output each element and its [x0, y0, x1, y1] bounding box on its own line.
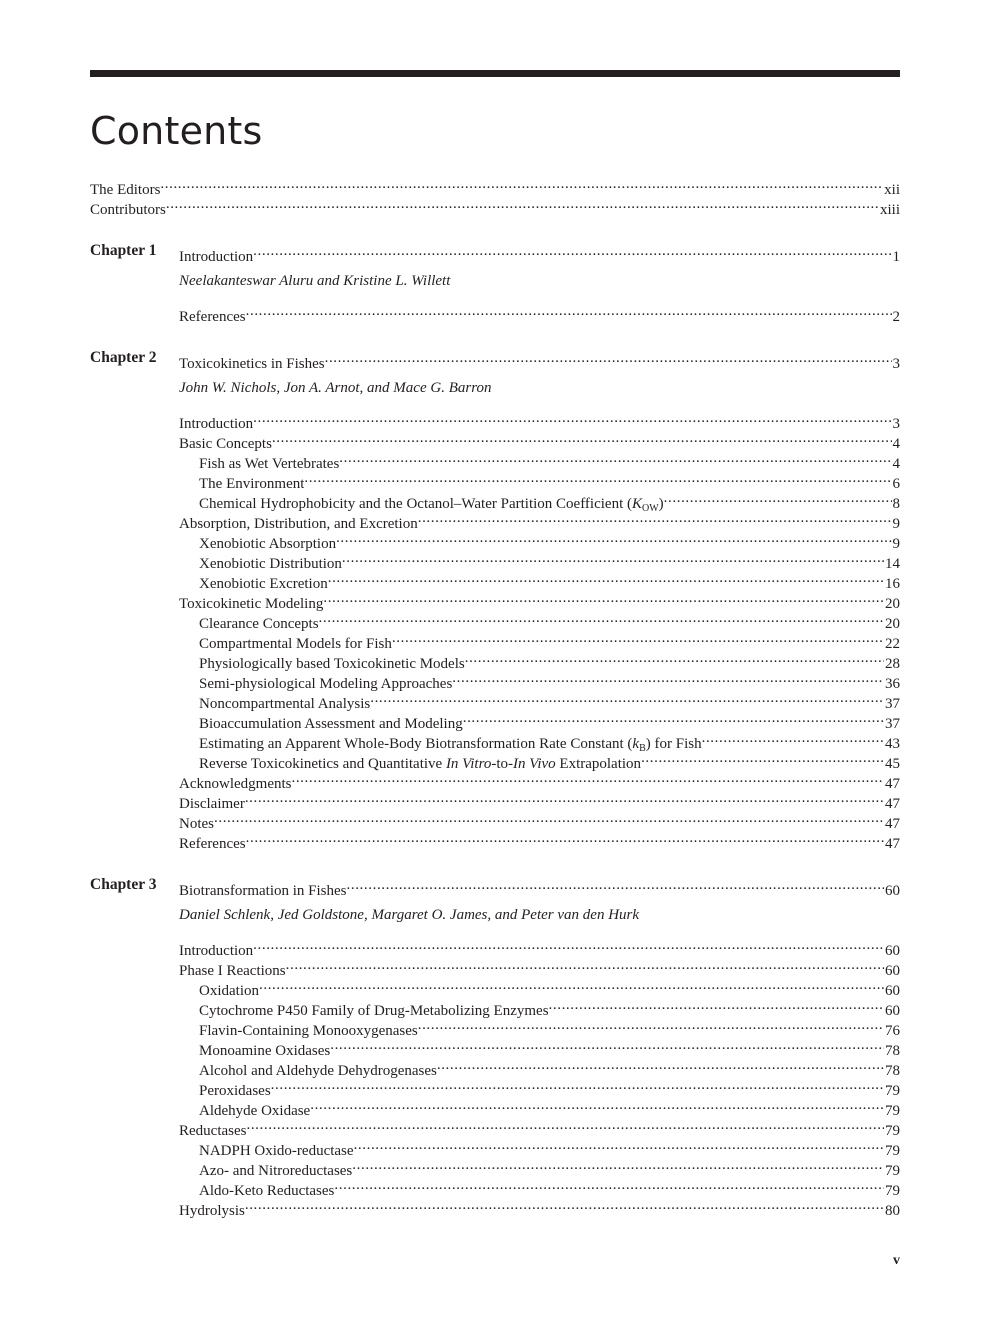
- page-number: 2: [892, 309, 900, 325]
- dot-leader: [259, 975, 884, 995]
- entry-label: Aldehyde Oxidase: [199, 1103, 311, 1119]
- entry-label: Semi-physiological Modeling Approaches: [199, 676, 453, 692]
- chapter-heading-row: [90, 875, 900, 899]
- toc-row: [90, 1015, 900, 1039]
- front-matter-entry[interactable]: [90, 174, 900, 198]
- page-number: 4: [892, 456, 900, 472]
- toc-subsection-entry[interactable]: [199, 1175, 900, 1199]
- dot-leader: [323, 588, 884, 608]
- toc-subsection-entry[interactable]: [199, 568, 900, 592]
- entry-label: Reverse Toxicokinetics and Quantitative In Vitro-to-In Vivo Extrapolation: [199, 756, 642, 772]
- top-rule: [90, 70, 900, 77]
- toc-subsection-entry[interactable]: [199, 1055, 900, 1079]
- entry-label: Clearance Concepts: [199, 616, 319, 632]
- page-number: 60: [885, 963, 900, 979]
- dot-leader: [253, 935, 884, 955]
- entry-label: Chemical Hydrophobicity and the Octanol–Water Partition Coefficient $(K_{OW})$: [199, 496, 664, 514]
- toc-section-entry[interactable]: [179, 1115, 900, 1139]
- toc-subsection-entry[interactable]: [199, 748, 900, 772]
- dot-leader: [271, 1075, 884, 1095]
- page-number: 6: [892, 476, 900, 492]
- entry-label: Toxicokinetics in Fishes: [179, 356, 325, 372]
- toc-row: [90, 1155, 900, 1179]
- dot-leader: [310, 1095, 884, 1115]
- page-number: 80: [885, 1203, 900, 1219]
- page-number: 47: [885, 836, 900, 852]
- dot-leader: [253, 241, 891, 261]
- entry-label: The Editors: [90, 182, 161, 198]
- entry-label: Introduction: [179, 249, 254, 265]
- toc-row: [90, 935, 900, 959]
- toc-row: [90, 1135, 900, 1159]
- entry-label: Azo- and Nitroreductases: [199, 1163, 353, 1179]
- page-number: 60: [885, 1003, 900, 1019]
- page-number: 1: [892, 249, 900, 265]
- dot-leader: [291, 768, 884, 788]
- page-number: xiii: [879, 202, 900, 218]
- toc-subsection-entry[interactable]: [199, 608, 900, 632]
- toc-section-entry[interactable]: [179, 935, 900, 959]
- toc-subsection-entry[interactable]: [199, 728, 900, 754]
- toc-row: [90, 428, 900, 452]
- entry-label: Basic Concepts: [179, 436, 272, 452]
- page-folio: v: [893, 1253, 900, 1268]
- page-number: 37: [885, 696, 900, 712]
- toc-row: [90, 528, 900, 552]
- chapter-authors: Neelakanteswar Aluru and Kristine L. Willett: [179, 273, 451, 289]
- page-number: 3: [892, 416, 900, 432]
- toc-section-entry[interactable]: [179, 428, 900, 452]
- dot-leader: [328, 568, 884, 588]
- page-number: 60: [885, 883, 900, 899]
- page-number: 47: [885, 816, 900, 832]
- entry-label: Introduction: [179, 416, 254, 432]
- toc-row: [90, 768, 900, 792]
- entry-label: Peroxidases: [199, 1083, 271, 1099]
- dot-leader: [347, 875, 885, 895]
- toc-subsection-entry[interactable]: [199, 468, 900, 492]
- toc-subsection-entry[interactable]: [199, 1035, 900, 1059]
- dot-leader: [342, 548, 884, 568]
- toc-section-entry[interactable]: [179, 955, 900, 979]
- toc-subsection-entry[interactable]: [199, 668, 900, 692]
- page-number: 43: [885, 736, 900, 752]
- toc-row: [90, 468, 900, 492]
- toc-subsection-entry[interactable]: [199, 995, 900, 1019]
- entry-label: Xenobiotic Distribution: [199, 556, 342, 572]
- dot-leader: [246, 828, 884, 848]
- toc-section-entry[interactable]: [179, 808, 900, 832]
- page-number: 14: [885, 556, 900, 572]
- dot-leader: [354, 1135, 884, 1155]
- dot-leader: [166, 194, 879, 214]
- toc-section-entry[interactable]: [179, 588, 900, 612]
- toc-row: [90, 1115, 900, 1139]
- dot-leader: [465, 648, 884, 668]
- entry-label: The Environment: [199, 476, 305, 492]
- toc-section-entry[interactable]: [179, 508, 900, 532]
- dot-leader: [304, 468, 891, 488]
- toc-row: [90, 955, 900, 979]
- entry-label: Cytochrome P450 Family of Drug-Metabolizing Enzymes: [199, 1003, 549, 1019]
- chapter-heading-row: [90, 241, 900, 265]
- dot-leader: [245, 788, 884, 808]
- dot-leader: [418, 508, 892, 528]
- entry-label: Phase I Reactions: [179, 963, 286, 979]
- entry-label: Estimating an Apparent Whole-Body Biotransformation Rate Constant $(k_B)$ for Fish: [199, 736, 702, 754]
- dot-leader: [437, 1055, 884, 1075]
- page-number: 79: [885, 1143, 900, 1159]
- toc-section-entry[interactable]: [179, 408, 900, 432]
- entry-label: Absorption, Distribution, and Excretion: [179, 516, 418, 532]
- toc-row: [90, 588, 900, 612]
- page-number: 16: [885, 576, 900, 592]
- toc-row: [90, 788, 900, 812]
- toc-subsection-entry[interactable]: [199, 628, 900, 652]
- page-number: 79: [885, 1183, 900, 1199]
- page-number: 79: [885, 1123, 900, 1139]
- toc-row: [90, 728, 900, 754]
- page-number: 9: [892, 516, 900, 532]
- toc-subsection-entry[interactable]: [199, 708, 900, 732]
- dot-leader: [253, 408, 891, 428]
- toc-subsection-entry[interactable]: [199, 1135, 900, 1159]
- toc-row: [90, 408, 900, 432]
- toc-row: [90, 194, 900, 218]
- page-number: 3: [892, 356, 900, 372]
- dot-leader: [392, 628, 884, 648]
- page-number: 78: [885, 1063, 900, 1079]
- toc-subsection-entry[interactable]: [199, 528, 900, 552]
- dot-leader: [272, 428, 892, 448]
- toc-row: [90, 648, 900, 672]
- dot-leader: [246, 1115, 884, 1135]
- page-number: 79: [885, 1103, 900, 1119]
- page-number: 36: [885, 676, 900, 692]
- toc-row: [90, 1075, 900, 1099]
- toc-subsection-entry[interactable]: [199, 1095, 900, 1119]
- toc-subsection-entry[interactable]: [199, 688, 900, 712]
- dot-leader: [245, 1195, 884, 1215]
- dot-leader: [286, 955, 884, 975]
- page-number: 37: [885, 716, 900, 732]
- page-number: 22: [885, 636, 900, 652]
- entry-label: Notes: [179, 816, 214, 832]
- entry-label: Physiologically based Toxicokinetic Models: [199, 656, 465, 672]
- toc-row: [90, 1055, 900, 1079]
- dot-leader: [325, 348, 892, 368]
- toc-row: [90, 448, 900, 472]
- toc-row: [90, 748, 900, 772]
- dot-leader: [319, 608, 884, 628]
- toc-row: [90, 688, 900, 712]
- toc-subsection-entry[interactable]: [199, 648, 900, 672]
- chapter-title-entry[interactable]: [179, 241, 900, 265]
- page-number: 47: [885, 796, 900, 812]
- toc-subsection-entry[interactable]: [199, 548, 900, 572]
- page-title: Contents: [90, 109, 263, 153]
- toc-subsection-entry[interactable]: [199, 488, 900, 514]
- page-number: 9: [892, 536, 900, 552]
- entry-label: NADPH Oxido-reductase: [199, 1143, 354, 1159]
- page-number: 20: [885, 596, 900, 612]
- toc-section-entry[interactable]: [179, 1195, 900, 1219]
- toc-row: [90, 548, 900, 572]
- entry-label: Compartmental Models for Fish: [199, 636, 392, 652]
- entry-label: Disclaimer: [179, 796, 245, 812]
- toc-row: [90, 1095, 900, 1119]
- dot-leader: [334, 1175, 884, 1195]
- page-number: 79: [885, 1083, 900, 1099]
- entry-label: Alcohol and Aldehyde Dehydrogenases: [199, 1063, 437, 1079]
- dot-leader: [246, 301, 892, 321]
- toc-row: [90, 828, 900, 852]
- chapter-authors: Daniel Schlenk, Jed Goldstone, Margaret O. James, and Peter van den Hurk: [179, 907, 640, 923]
- dot-leader: [214, 808, 884, 828]
- toc-row: [90, 608, 900, 632]
- entry-label: Acknowledgments: [179, 776, 292, 792]
- entry-label: References: [179, 836, 246, 852]
- toc-row: [90, 808, 900, 832]
- table-of-contents: [90, 174, 900, 1219]
- dot-leader: [452, 668, 884, 688]
- toc-section-entry[interactable]: [179, 768, 900, 792]
- toc-row: [90, 995, 900, 1019]
- dot-leader: [702, 728, 884, 748]
- dot-leader: [463, 708, 884, 728]
- page-number: 8: [892, 496, 900, 512]
- entry-label: Aldo-Keto Reductases: [199, 1183, 335, 1199]
- entry-label: Xenobiotic Absorption: [199, 536, 337, 552]
- page-number: 79: [885, 1163, 900, 1179]
- chapter-title-entry[interactable]: [179, 348, 900, 372]
- chapter-title-entry[interactable]: [179, 875, 900, 899]
- toc-row: [90, 174, 900, 198]
- toc-section-entry[interactable]: [179, 828, 900, 852]
- entry-label: Introduction: [179, 943, 254, 959]
- dot-leader: [160, 174, 883, 194]
- page-number: 28: [885, 656, 900, 672]
- toc-subsection-entry[interactable]: [199, 448, 900, 472]
- entry-label: Reductases: [179, 1123, 247, 1139]
- dot-leader: [336, 528, 891, 548]
- entry-label: Hydrolysis: [179, 1203, 245, 1219]
- toc-row: [90, 975, 900, 999]
- page-number: 60: [885, 943, 900, 959]
- dot-leader: [418, 1015, 884, 1035]
- toc-row: [90, 708, 900, 732]
- entry-label: Contributors: [90, 202, 166, 218]
- front-matter-entry[interactable]: [90, 194, 900, 218]
- toc-section-entry[interactable]: [179, 788, 900, 812]
- page-number: 60: [885, 983, 900, 999]
- entry-label: Noncompartmental Analysis: [199, 696, 371, 712]
- entry-label: Fish as Wet Vertebrates: [199, 456, 340, 472]
- dot-leader: [370, 688, 884, 708]
- toc-row: [90, 568, 900, 592]
- dot-leader: [330, 1035, 884, 1055]
- toc-row: [90, 668, 900, 692]
- dot-leader: [339, 448, 891, 468]
- entry-label: Biotransformation in Fishes: [179, 883, 347, 899]
- page-number: 45: [885, 756, 900, 772]
- page-number: 76: [885, 1023, 900, 1039]
- page-number: 4: [892, 436, 900, 452]
- toc-subsection-entry[interactable]: [199, 1155, 900, 1179]
- chapter-heading-row: [90, 348, 900, 372]
- page-number: 78: [885, 1043, 900, 1059]
- page-number: 20: [885, 616, 900, 632]
- chapter-authors: John W. Nichols, Jon A. Arnot, and Mace G. Barron: [179, 380, 492, 396]
- toc-row: [90, 301, 900, 325]
- toc-subsection-entry[interactable]: [199, 1075, 900, 1099]
- entry-label: Toxicokinetic Modeling: [179, 596, 324, 612]
- dot-leader: [352, 1155, 884, 1175]
- entry-label: Flavin-Containing Monooxygenases: [199, 1023, 418, 1039]
- dot-leader: [549, 995, 884, 1015]
- entry-label: References: [179, 309, 246, 325]
- dot-leader: [641, 748, 884, 768]
- chapter-label: Chapter 1: [90, 242, 157, 259]
- toc-row: [90, 1035, 900, 1059]
- toc-row: [90, 488, 900, 514]
- toc-subsection-entry[interactable]: [199, 1015, 900, 1039]
- chapter-label: Chapter 2: [90, 349, 157, 366]
- toc-row: [90, 508, 900, 532]
- chapter-label: Chapter 3: [90, 876, 157, 893]
- entry-label: Monoamine Oxidases: [199, 1043, 331, 1059]
- toc-row: [90, 1175, 900, 1199]
- dot-leader: [664, 488, 892, 508]
- toc-section-entry[interactable]: [179, 301, 900, 325]
- page-number: 47: [885, 776, 900, 792]
- page-number: xii: [884, 182, 900, 198]
- toc-row: [90, 1195, 900, 1219]
- entry-label: Oxidation: [199, 983, 259, 999]
- toc-subsection-entry[interactable]: [199, 975, 900, 999]
- entry-label: Bioaccumulation Assessment and Modeling: [199, 716, 463, 732]
- toc-row: [90, 628, 900, 652]
- entry-label: Xenobiotic Excretion: [199, 576, 328, 592]
